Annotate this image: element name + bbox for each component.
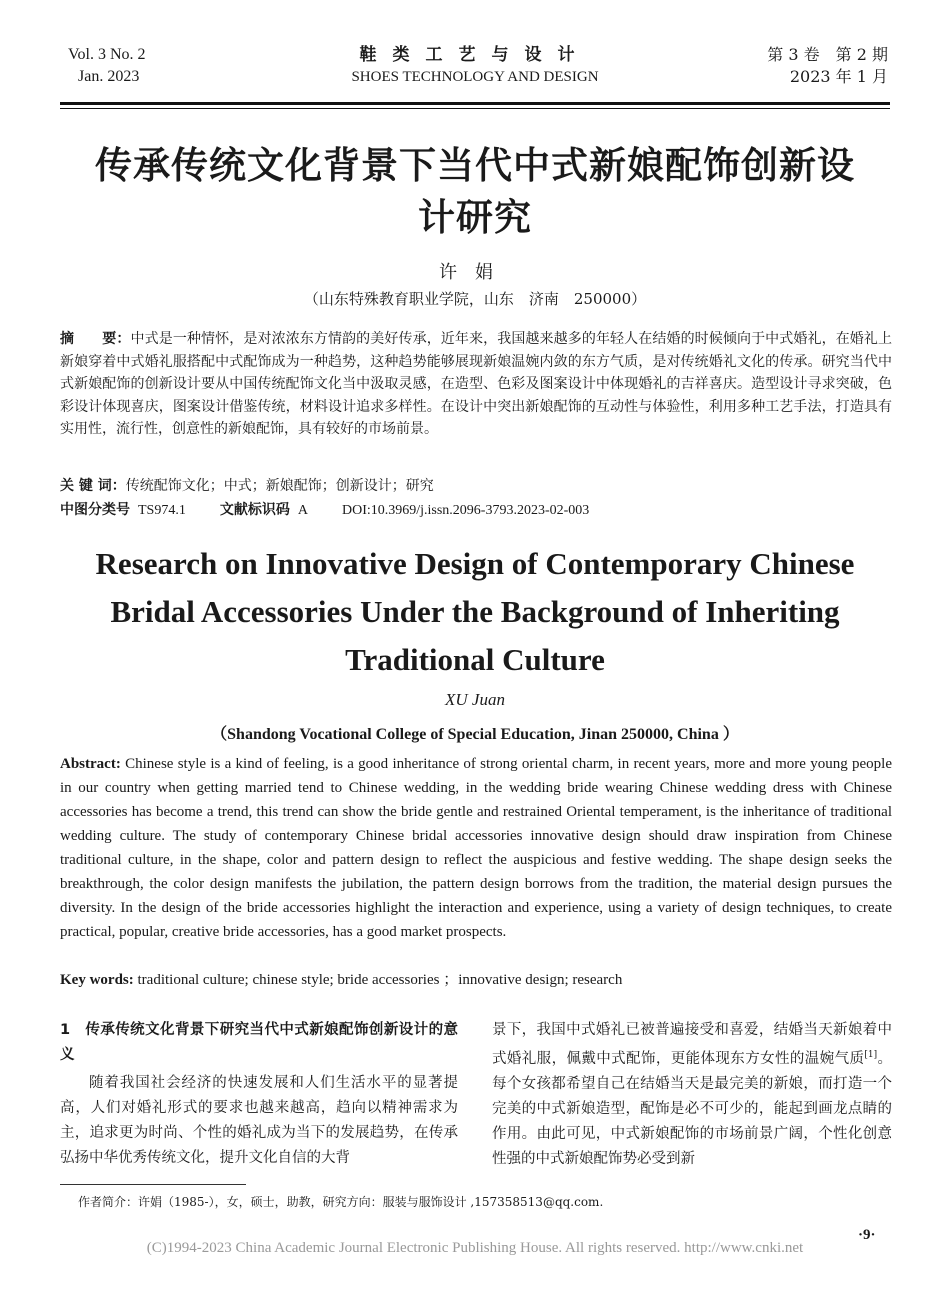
cn-author: 许娟 [439,262,511,283]
journal-title-en: SHOES TECHNOLOGY AND DESIGN [351,69,599,85]
class-number: TS974.1 [138,503,186,518]
en-abstract-text: Chinese style is a kind of feeling, is a good inheritance of strong oriental charm, in recent years, more and more young people in our country when getting married tend to Chinese wedding, in the wedding bride wearing Chinese wedding dress with Chinese accessories has become a trend, this trend can show the bride gentle and restrained Oriental temperament, is the inheritance of traditional wedding culture. The study of contemporary Chinese bridal accessories innovative design should draw inspiration from Chinese traditional culture, in the shape, color and pattern design to reflect the auspicious and festive wedding. The shape design seeks the breakthrough, the color design manifests the jubilation, the pattern design borrows from the tradition, the material design pursues the diversity. In the design of the bride accessories highlight the interaction and experience, using a variety of design techniques, to create practical, popular, creative bride accessories, has a good market prospects. [60,756,892,940]
en-title-line: Traditional Culture [345,642,605,677]
body-paragraph: 随着我国社会经济的快速发展和人们生活水平的显著提高，人们对婚礼形式的要求也越来越高，趋向以精神需求为主，追求更为时尚、个性的婚礼成为当下的发展趋势，在传承弘扬中华优秀传统文化，提升文化自信的大背 [60,1075,458,1166]
journal-title-cn: 鞋类工艺与设计 [359,45,591,65]
doc-code: A [297,503,308,518]
section-heading: 1 传承传统文化背景下研究当代中式新娘配饰创新设计的意义 [60,1022,458,1063]
en-keywords-text: traditional culture; chinese style; bride accessories ；innovative design; research [133,972,623,988]
date-en: Jan. 2023 [78,68,140,85]
en-keywords [60,968,892,992]
doi: DOI:10.3969/j.issn.2096-3793.2023-02-003 [341,503,590,518]
cn-keywords [60,475,892,497]
cn-title [50,140,900,244]
date-cn: 2023 年 1 月 [789,67,888,86]
cn-title-line: 传承传统文化背景下当代中式新娘配饰创新设 [95,144,855,187]
body-column-left [60,1018,458,1171]
cn-keywords-label: 关 键 词： [60,478,126,494]
cn-abstract-label: 摘 要： [60,331,131,347]
copyright-watermark: (C)1994-2023 China Academic Journal Electronic Publishing House. All rights reserved. http://www.cnki.net [146,1240,804,1256]
cn-abstract [60,328,892,441]
footnote-rule [60,1184,246,1185]
cn-keywords-text: 传统配饰文化；中式；新娘配饰；创新设计；研究 [125,478,434,494]
page-number: ·9· [858,1227,876,1243]
cn-abstract-text: 中式是一种情怀，是对浓浓东方情韵的美好传承，近年来，我国越来越多的年轻人在结婚的时候倾向于中式婚礼，在婚礼上新娘穿着中式婚礼服搭配中式配饰成为一种趋势，这种趋势能够展现新娘温婉内敛的东方气质，是对传统婚礼文化的传承。研究当代中式新娘配饰的创新设计要从中国传统配饰文化当中汲取灵感，在造型、色彩及图案设计中体现婚礼的吉祥喜庆。造型设计寻求突破，色彩设计体现喜庆，图案设计借鉴传统，材料设计追求多样性。在设计中突出新娘配饰的互动性与体验性，利用多种工艺手法，打造具有实用性，流行性，创意性的新娘配饰，具有较好的市场前景。 [60,331,893,437]
en-keywords-label: Key words: [60,972,134,988]
en-affiliation: （Shandong Vocational College of Special Education, Jinan 250000, China ） [211,726,739,743]
en-author: XU Juan [445,690,505,709]
body-paragraph-continued: 景下，我国中式婚礼已被普遍接受和喜爱，结婚当天新娘着中式婚礼服，佩戴中式配饰，更能体现东方女性的温婉气质 [492,1022,892,1067]
en-abstract [60,752,892,944]
citation-ref[interactable]: [1] [864,1050,878,1060]
body-paragraph-continued: 。每个女孩都希望自己在结婚当天是最完美的新娘，而打造一个完美的中式新娘造型，配饰是必不可少的，能起到画龙点睛的作用。由此可见，中式新娘配饰的市场前景广阔，个性化创意性强的中式新娘配饰势必受到新 [492,1050,893,1167]
en-abstract-label: Abstract: [60,756,121,772]
en-title-line: Research on Innovative Design of Contemporary Chinese [95,546,855,581]
cn-affiliation: （山东特殊教育职业学院，山东 济南 250000） [303,290,647,308]
en-title-line: Bridal Accessories Under the Background of Inheriting [110,594,840,629]
volume-issue-en: Vol. 3 No. 2 [68,46,146,63]
cn-title-line: 计研究 [418,196,532,239]
en-title [50,540,900,684]
header-right [767,44,888,88]
class-number-label: 中图分类号 [60,502,130,518]
header-rule-thin [60,108,890,109]
author-footnote: 作者简介：许娟（1985-），女，硕士，助教，研究方向：服装与服饰设计 ,157358513@qq.com. [78,1195,604,1209]
doc-code-label: 文献标识码 [219,502,290,518]
header-rule-thick [60,102,890,105]
volume-issue-cn: 第 3 卷 第 2 期 [767,45,888,64]
body-column-right [492,1018,892,1172]
classification-line [60,499,892,522]
